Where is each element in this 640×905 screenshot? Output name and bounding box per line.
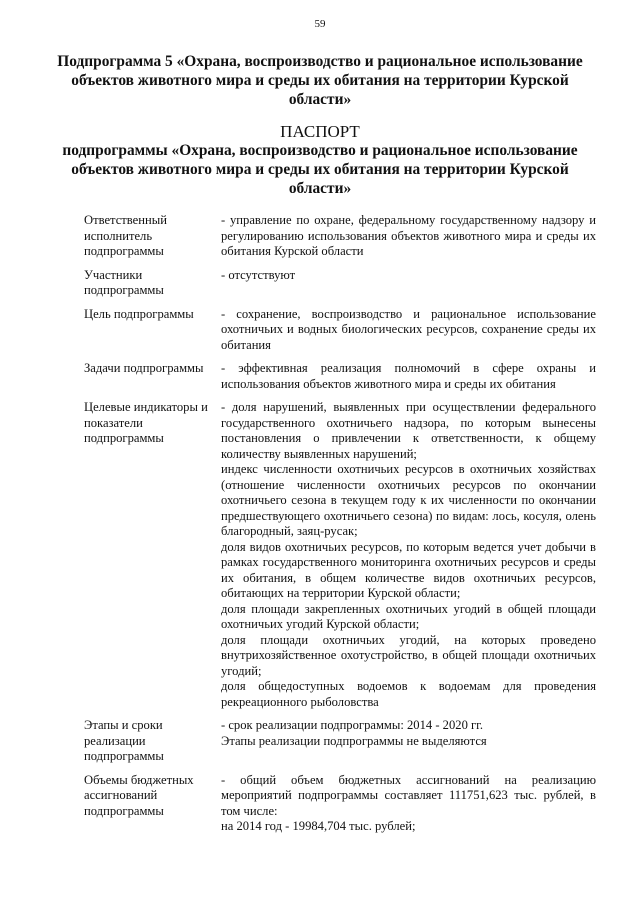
row-label: Цель подпрограммы bbox=[84, 306, 194, 321]
row-goal bbox=[84, 307, 596, 354]
row-paragraph: доля общедоступных водоемов к водоемам для проведения рекреационного рыболовства bbox=[221, 679, 596, 709]
row-target-indicators bbox=[84, 400, 596, 710]
row-participants bbox=[84, 268, 596, 299]
row-tasks bbox=[84, 361, 596, 392]
subprogram-title: Подпрограмма 5 «Охрана, воспроизводство и рациональное использование объектов животного мира и среды их обитания на территории Курской области» bbox=[57, 53, 583, 108]
row-paragraph: - срок реализации подпрограммы: 2014 - 2020 гг. bbox=[221, 718, 484, 732]
row-content bbox=[221, 718, 596, 765]
passport-title: подпрограммы «Охрана, воспроизводство и рациональное использование объектов животного мира и среды их обитания на территории Курской области» bbox=[62, 142, 578, 197]
row-paragraph: - управление по охране, федеральному государственному надзору и регулированию использования объектов животного мира и среды их обитания Курской области bbox=[221, 213, 596, 258]
row-content bbox=[221, 307, 596, 354]
passport-table bbox=[84, 213, 596, 843]
row-label: Объемы бюджетных ассигнований подпрограммы bbox=[84, 772, 194, 818]
passport-heading: ПАСПОРТ bbox=[280, 122, 360, 141]
row-paragraph: доля видов охотничьих ресурсов, по которым ведется учет добычи в рамках государственного мониторинга охотничьих ресурсов и среды их обитания, в общем количестве видов охотничьих ресурсов, обитающих на территории Курской области; bbox=[221, 539, 596, 600]
row-paragraph: - эффективная реализация полномочий в сфере охраны и использования объектов животного мира и среды их обитания bbox=[221, 361, 596, 391]
page-number: 59 bbox=[314, 18, 326, 30]
row-paragraph: доля площади охотничьих угодий, на которых проведено внутрихозяйственное охотустройство, в общей площади охотничьих угодий; bbox=[221, 632, 596, 678]
row-content bbox=[221, 400, 596, 710]
row-responsible-executor bbox=[84, 213, 596, 260]
row-stages-terms bbox=[84, 718, 596, 765]
row-paragraph: - общий объем бюджетных ассигнований на реализацию мероприятий подпрограммы составляет 111751,623 тыс. рублей, в том числе: bbox=[221, 772, 596, 818]
row-paragraph: доля площади закрепленных охотничьих угодий в общей площади охотничьих угодий Курской области; bbox=[221, 601, 596, 631]
row-paragraph: - отсутствуют bbox=[221, 267, 296, 282]
row-paragraph: - доля нарушений, выявленных при осуществлении федерального государственного охотничьего надзора, по которым вынесены постановления о привлечении к ответственности, к общему количеству выявленных нарушений; bbox=[221, 400, 596, 461]
row-label: Участники подпрограммы bbox=[84, 267, 164, 297]
row-paragraph: индекс численности охотничьих ресурсов в охотничьих хозяйствах (отношение численности охотничьих ресурсов по окончании охотничьего сезона в текущем году к их численности по окончании предшествующего охотничьего сезона) по видам: лось, косуля, олень благородный, заяц-русак; bbox=[221, 462, 596, 538]
row-paragraph: на 2014 год - 19984,704 тыс. рублей; bbox=[221, 819, 416, 833]
row-content bbox=[221, 268, 596, 299]
row-budget bbox=[84, 773, 596, 835]
row-label: Ответственный исполнитель подпрограммы bbox=[84, 213, 167, 258]
row-label: Этапы и сроки реализации подпрограммы bbox=[84, 718, 164, 763]
row-label: Целевые индикаторы и показатели подпрограммы bbox=[84, 400, 208, 445]
row-paragraph: Этапы реализации подпрограммы не выделяются bbox=[221, 733, 487, 748]
row-paragraph: - сохранение, воспроизводство и рациональное использование охотничьих и водных биологических ресурсов, сохранение среды их обитания bbox=[221, 306, 596, 352]
row-content bbox=[221, 773, 596, 835]
row-content bbox=[221, 213, 596, 260]
row-content bbox=[221, 361, 596, 392]
row-label: Задачи подпрограммы bbox=[84, 361, 204, 375]
